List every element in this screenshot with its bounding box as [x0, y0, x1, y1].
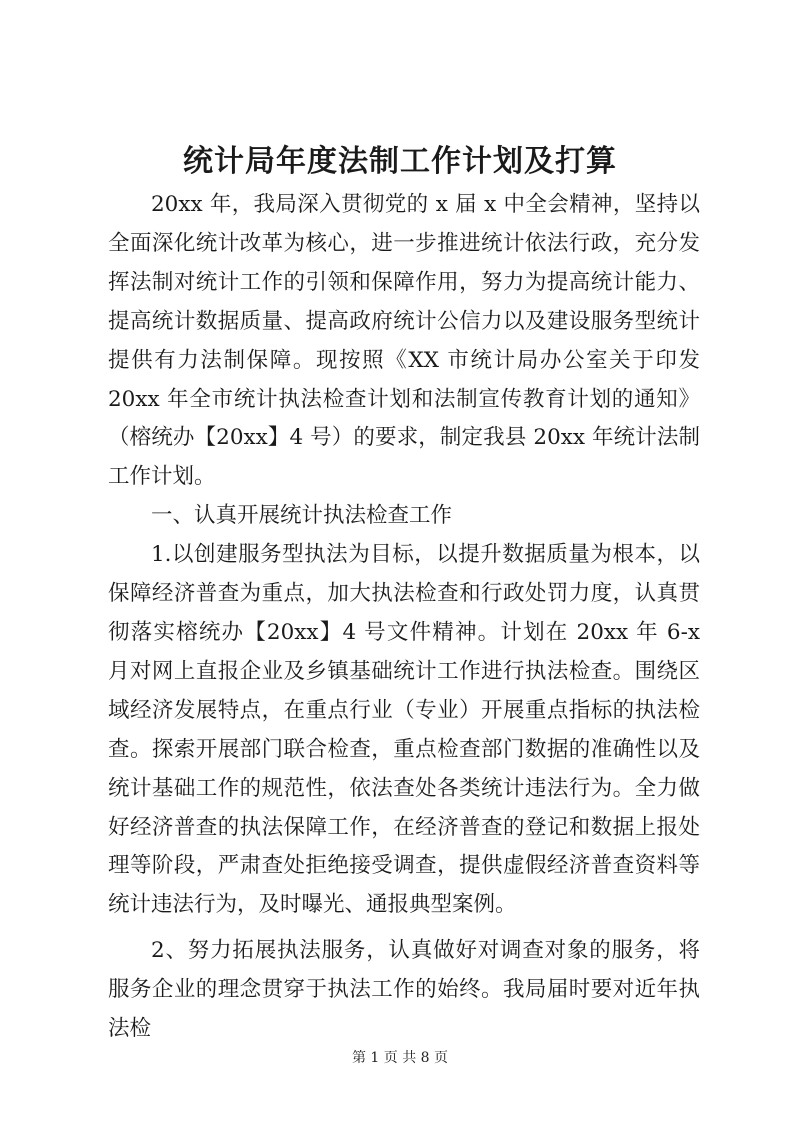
document-body	[108, 186, 700, 1049]
paragraph-item-2: 2、努力拓展执法服务，认真做好对调查对象的服务，将服务企业的理念贯穿于执法工作的始终。我局届时要对近年执法检	[108, 938, 700, 1042]
paragraph-intro: 20xx 年，我局深入贯彻党的 x 届 x 中全会精神，坚持以全面深化统计改革为核心，进一步推进统计依法行政，充分发挥法制对统计工作的引领和保障作用，努力为提高统计能力、提高统计数据质量、提高政府统计公信力以及建设服务型统计提供有力法制保障。现按照《XX 市统计局办公室关于印发 20xx 年全市统计执法检查计划和法制宣传教育计划的通知》（榕统办【20xx】4 号）的要求，制定我县 20xx 年统计法制工作计划。	[108, 192, 700, 490]
page-number: 第 1 页 共 8 页	[351, 1050, 449, 1066]
section-heading-1: 一、认真开展统计执法检查工作	[151, 503, 453, 529]
paragraph-item-1: 1.以创建服务型执法为目标，以提升数据质量为根本，以保障经济普查为重点，加大执法检查和行政处罚力度，认真贯彻落实榕统办【20xx】4 号文件精神。计划在 20xx 年 6-x 月对网上直报企业及乡镇基础统计工作进行执法检查。围绕区域经济发展特点，在重点行业（专业）开展重点指标的执法检查。探索开展部门联合检查，重点检查部门数据的准确性以及统计基础工作的规范性，依法查处各类统计违法行为。全力做好经济普查的执法保障工作，在经济普查的登记和数据上报处理等阶段，严肃查处拒绝接受调查，提供虚假经济普查资料等统计违法行为，及时曝光、通报典型案例。	[108, 542, 700, 918]
document-title: 统计局年度法制工作计划及打算	[183, 144, 617, 179]
